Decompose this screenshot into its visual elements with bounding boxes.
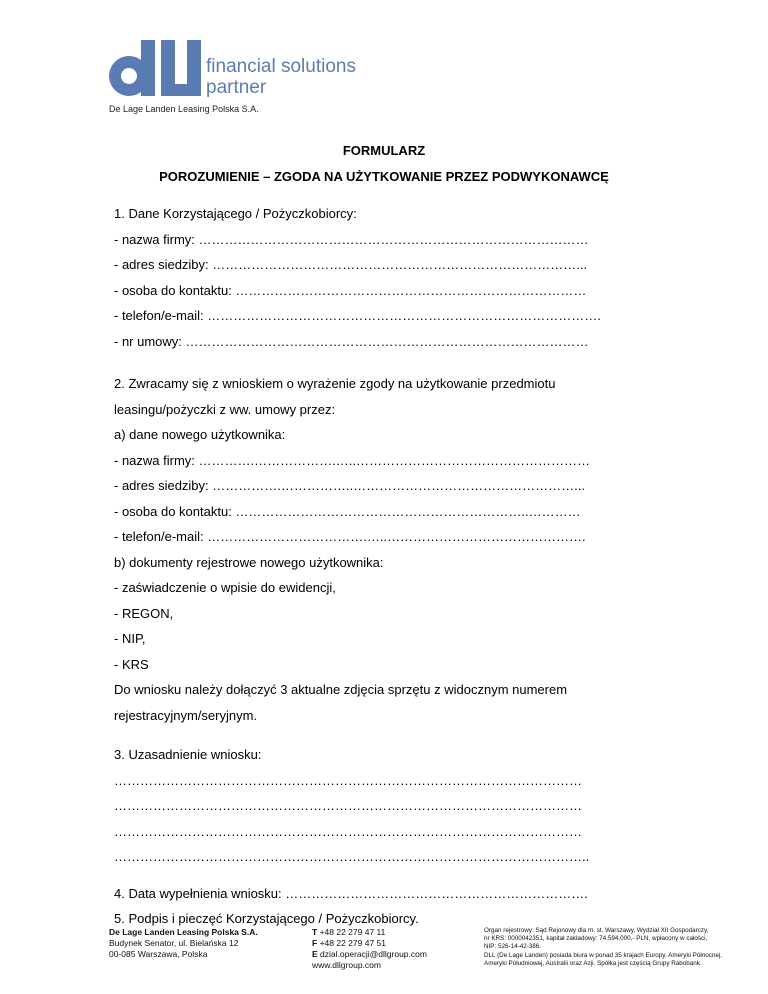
- fax-label: F: [312, 938, 318, 948]
- footer-website[interactable]: www.dllgroup.com: [312, 960, 381, 970]
- section2-heading-2: leasingu/pożyczki z ww. umowy przez:: [114, 402, 336, 417]
- s1-address-field: - adres siedziby: …………………………………………………………………………...: [114, 257, 588, 272]
- photo-note-2: rejestracyjnym/seryjnym.: [114, 708, 258, 723]
- footer-city: 00-085 Warszawa, Polska: [109, 949, 208, 959]
- s1-company-name-field: - nazwa firmy: ………………………………………………………………………………: [114, 232, 589, 247]
- doc-item: - zaświadczenie o wpisie do ewidencji,: [114, 580, 336, 595]
- section1-heading: 1. Dane Korzystającego / Pożyczkobiorcy:: [114, 206, 357, 221]
- company-name: De Lage Landen Leasing Polska S.A.: [109, 104, 259, 114]
- section2-sub-a: a) dane nowego użytkownika:: [114, 427, 286, 442]
- dll-logo-mark: [109, 40, 379, 98]
- section2-sub-b: b) dokumenty rejestrowe nowego użytkownika:: [114, 555, 384, 570]
- doc-item: - REGON,: [114, 606, 174, 621]
- doc-item: - KRS: [114, 657, 149, 672]
- logo-letters: dLL: [109, 40, 111, 41]
- doc-item: - NIP,: [114, 631, 146, 646]
- legal-line: DLL (De Lage Landen) posiada biura w ponad 35 krajach Europy, Ameryki Północnej,: [484, 951, 723, 959]
- s2-phone-field: - telefon/e-mail: ……………………………….…..……………………………………….: [114, 529, 586, 544]
- footer-phone: +48 22 279 47 11: [319, 927, 386, 937]
- logo-tagline-2: partner: [206, 77, 267, 98]
- signature-line: 5. Podpis i pieczęć Korzystającego / Pożyczkobiorcy.: [114, 911, 419, 926]
- legal-line: NIP: 526-14-42-386.: [484, 943, 542, 951]
- s1-contract-field: - nr umowy: …………………………………………………………………………………: [114, 334, 589, 349]
- section3-heading: 3. Uzasadnienie wniosku:: [114, 747, 262, 762]
- footer-company-name: De Lage Landen Leasing Polska S.A.: [109, 927, 258, 937]
- justification-line: ………………………………………………………………………………………………..: [114, 849, 590, 864]
- form-title: FORMULARZ: [342, 143, 426, 158]
- s2-address-field: - adres siedziby: …………….……………..……………………………………………...: [114, 478, 585, 493]
- footer-address: [109, 927, 258, 960]
- footer-contact: [312, 927, 427, 971]
- legal-line: Ameryki Południowej, Australii oraz Azji. Spółka jest częścią Grupy Rabobank.: [484, 959, 702, 967]
- photo-note-1: Do wniosku należy dołączyć 3 aktualne zdjęcia sprzętu z widocznym numerem: [114, 682, 568, 697]
- logo-tagline-1: financial solutions: [206, 56, 356, 77]
- footer-legal: [484, 927, 744, 968]
- date-field: 4. Data wypełnienia wniosku: …………………………………………………………….: [114, 886, 588, 901]
- s2-company-name-field: - nazwa firmy: ………….……………….…..………………………………………………: [114, 453, 590, 468]
- legal-line: Organ rejestrowy: Sąd Rejonowy dla m. st. Warszawy, Wydział XII Gospodarczy,: [484, 927, 709, 934]
- section2-heading-1: 2. Zwracamy się z wnioskiem o wyrażenie zgody na użytkowanie przedmiotu: [114, 376, 556, 391]
- justification-line: ………………………………………………………………………………………………: [114, 798, 582, 813]
- dll-logo: [109, 40, 379, 98]
- form-subtitle: POROZUMIENIE – ZGODA NA UŻYTKOWANIE PRZEZ PODWYKONAWCĘ: [159, 169, 609, 184]
- legal-line: nr KRS: 0000042351, kapitał zakładowy: 74.594.000,- PLN, wpłacony w całości,: [484, 935, 708, 943]
- footer-building: Budynek Senator, ul. Bielańska 12: [109, 938, 239, 948]
- s2-contact-field: - osoba do kontaktu: …………………………………………………………..…………: [114, 504, 581, 519]
- footer-email[interactable]: dzial.operacji@dllgroup.com: [320, 949, 427, 959]
- email-label: E: [312, 949, 318, 959]
- footer-fax: +48 22 279 47 51: [319, 938, 386, 948]
- justification-line: ………………………………………………………………………………………………: [114, 773, 582, 788]
- justification-line: ………………………………………………………………………………………………: [114, 824, 582, 839]
- s1-phone-field: - telefon/e-mail: ……………………………………………………………………………….: [114, 308, 601, 323]
- phone-label: T: [312, 927, 318, 937]
- s1-contact-field: - osoba do kontaktu: ………………………………………………………………………: [114, 283, 587, 298]
